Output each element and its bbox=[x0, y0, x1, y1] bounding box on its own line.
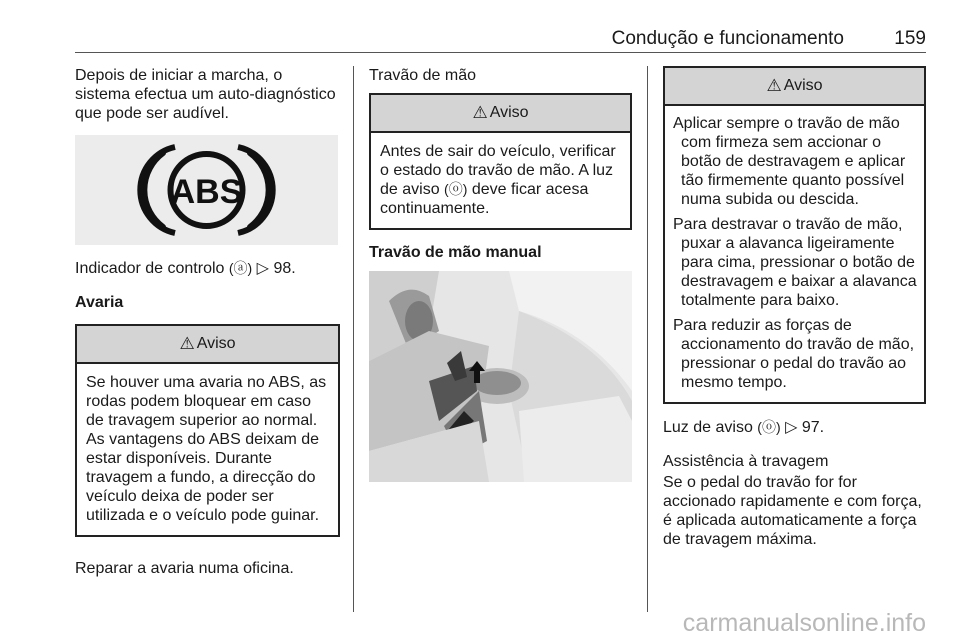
handbrake-photo bbox=[369, 271, 632, 482]
brake-warning-icon: (ⓞ) bbox=[757, 419, 781, 435]
abs-illustration bbox=[75, 135, 338, 245]
warning-text bbox=[380, 142, 622, 218]
abs-indicator-icon: (ⓐ) bbox=[228, 260, 253, 276]
reference-arrow-icon: ▷ bbox=[256, 260, 269, 277]
warning-box-body bbox=[77, 364, 338, 535]
warning-box-body bbox=[371, 133, 630, 228]
warning-light-line bbox=[663, 418, 926, 437]
reference-arrow-icon: ▷ bbox=[785, 419, 798, 436]
header-title: Condução e funcionamento bbox=[611, 28, 844, 49]
page-number: 159 bbox=[894, 28, 926, 49]
warning-box-header bbox=[371, 95, 630, 133]
warning-triangle-icon: ⚠ bbox=[766, 76, 782, 95]
warning-light-page-ref: 97. bbox=[801, 419, 825, 436]
section-heading-brake-assist: Assistência à travagem bbox=[663, 453, 829, 470]
warning-box-avaria bbox=[75, 324, 340, 537]
header-rule bbox=[75, 52, 926, 53]
section-heading-handbrake: Travão de mão bbox=[369, 67, 477, 84]
section-heading-avaria: Avaria bbox=[75, 294, 124, 311]
warning-triangle-icon: ⚠ bbox=[179, 334, 195, 353]
warning-text-part-2: deve ficar acesa continuamente. bbox=[380, 181, 589, 217]
watermark: carmanualsonline.info bbox=[682, 609, 926, 637]
subsection-heading-manual-handbrake: Travão de mão manual bbox=[369, 244, 542, 261]
indicator-label: Indicador de controlo bbox=[75, 260, 225, 277]
warning-box-body bbox=[665, 106, 924, 402]
abs-symbol-text: ABS bbox=[170, 173, 243, 211]
column-2 bbox=[369, 66, 632, 482]
abs-symbol-icon bbox=[75, 135, 338, 245]
warning-paragraph-1: Aplicar sempre o travão de mão com firmeza sem accionar o botão de destravagem e aplicar tão firmemente quanto possível numa subida ou descida. bbox=[673, 115, 906, 208]
indicator-page-ref: 98. bbox=[273, 260, 296, 277]
warning-box-handbrake bbox=[369, 93, 632, 230]
warning-box-title: Aviso bbox=[196, 335, 236, 352]
warning-box-header bbox=[77, 326, 338, 364]
intro-paragraph: Depois de iniciar a marcha, o sistema efectua um auto-diagnóstico que pode ser audível. bbox=[75, 67, 336, 122]
column-1 bbox=[75, 66, 340, 578]
column-divider-2 bbox=[647, 66, 648, 612]
warning-box-header bbox=[665, 68, 924, 106]
warning-paragraph-3: Para reduzir as forças de accionamento do travão de mão, pressionar o pedal do travão ao mesmo tempo. bbox=[673, 317, 915, 391]
repair-paragraph: Reparar a avaria numa oficina. bbox=[75, 560, 294, 577]
column-divider-1 bbox=[353, 66, 354, 612]
warning-text: Se houver uma avaria no ABS, as rodas podem bloquear em caso de travagem superior ao normal. As vantagens do ABS deixam de estar disponíveis. Durante travagem a fundo, a direcção do veículo deixa de poder ser utilizada e o veículo pode guinar. bbox=[86, 374, 327, 524]
brake-assist-paragraph: Se o pedal do travão for for accionado rapidamente e com força, é aplicada automaticamente a força de travagem máxima. bbox=[663, 474, 922, 548]
brake-warning-icon: (ⓞ) bbox=[444, 181, 468, 197]
indicator-line bbox=[75, 259, 340, 278]
warning-light-label: Luz de aviso bbox=[663, 419, 753, 436]
column-3 bbox=[663, 66, 926, 549]
warning-triangle-icon: ⚠ bbox=[472, 103, 488, 122]
warning-box-handbrake-use bbox=[663, 66, 926, 404]
handbrake-illustration bbox=[369, 271, 632, 482]
warning-text-part-1: Antes de sair do veículo, verificar o estado do travão de mão. A luz de aviso bbox=[380, 143, 616, 198]
warning-box-title: Aviso bbox=[783, 77, 823, 94]
warning-box-title: Aviso bbox=[489, 104, 529, 121]
warning-paragraph-2: Para destravar o travão de mão, puxar a alavanca ligeiramente para cima, pressionar o botão de destravagem e baixar a alavanca totalmente para baixo. bbox=[673, 216, 917, 309]
